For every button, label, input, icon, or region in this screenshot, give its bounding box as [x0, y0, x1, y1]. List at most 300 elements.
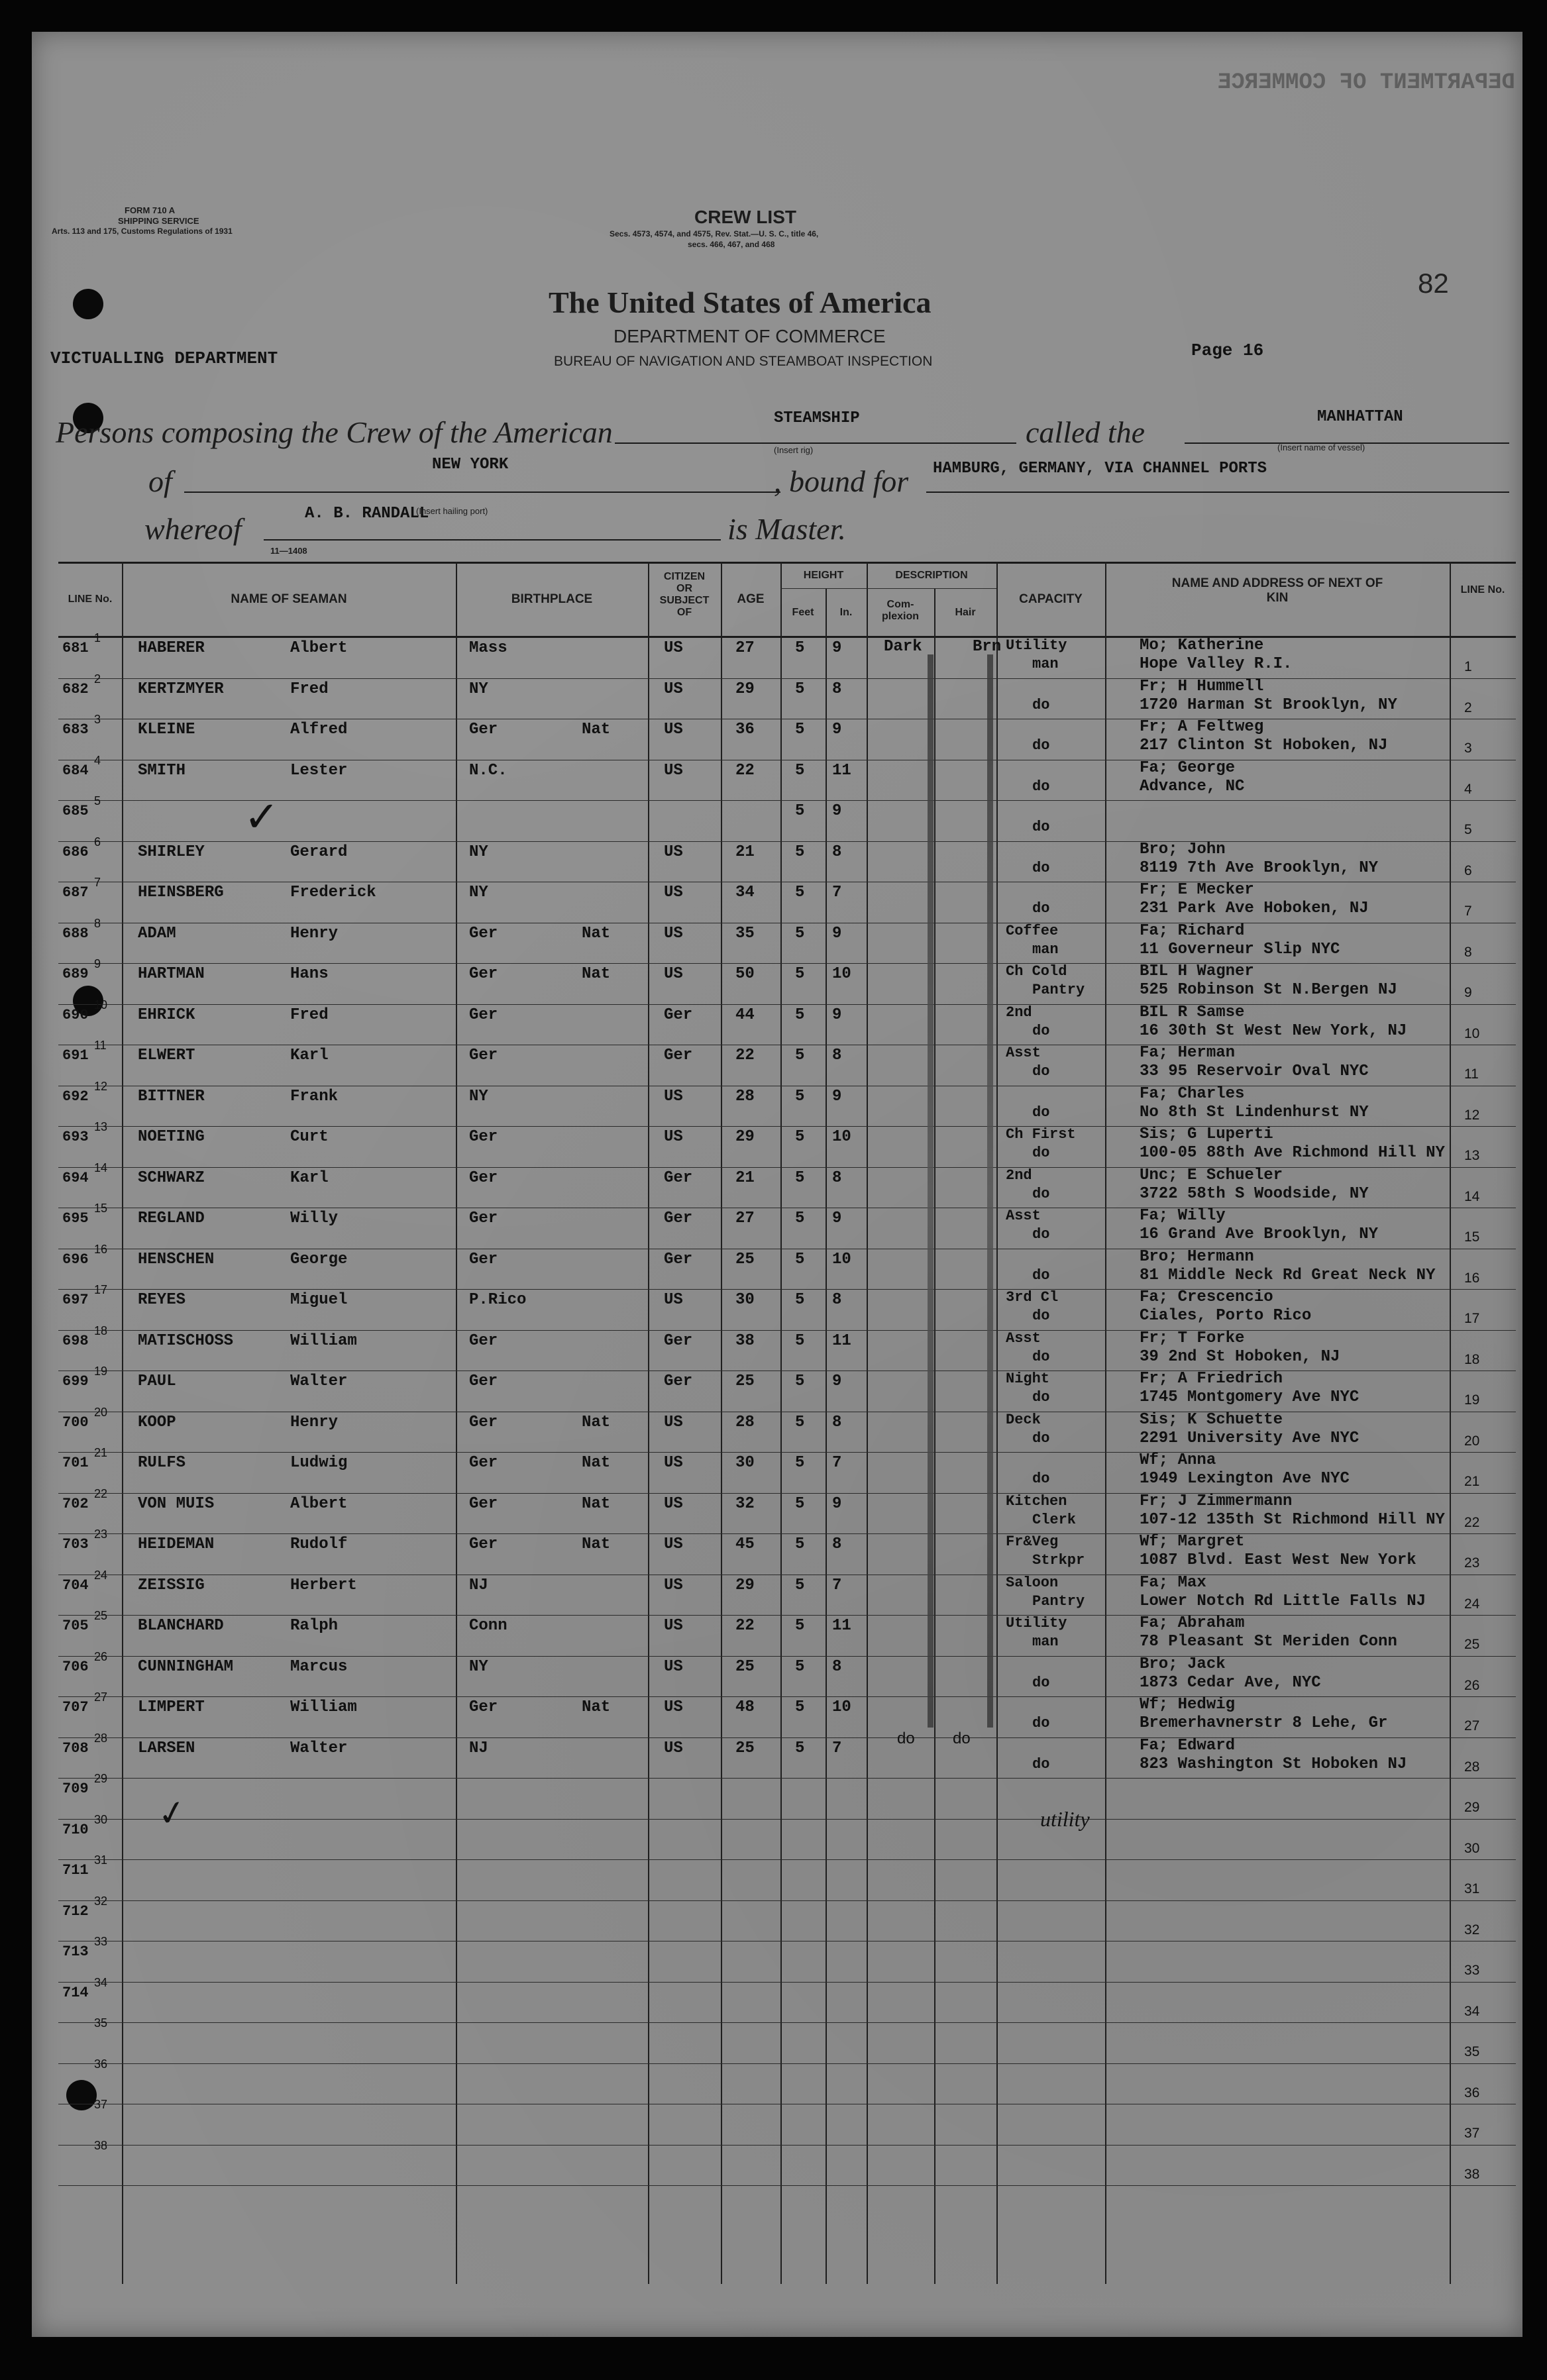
capacity-line-1: Night: [1006, 1371, 1050, 1387]
age: 38: [735, 1331, 755, 1350]
seaman-surname: ADAM: [138, 924, 176, 943]
capacity-line-2: do: [1032, 1755, 1050, 1773]
form-service: SHIPPING SERVICE: [118, 216, 199, 226]
seaman-surname: HARTMAN: [138, 965, 205, 983]
citizen-of: Ger: [664, 1210, 693, 1227]
seaman-given-name: Walter: [290, 1739, 348, 1757]
age: 25: [735, 1250, 755, 1268]
capacity-line-2: Pantry: [1032, 982, 1085, 998]
birthplace: Ger: [469, 1494, 498, 1513]
row-stamp-number: 709: [62, 1781, 89, 1797]
line-number-left: 3: [94, 713, 101, 726]
kin-name: Fa; Willy: [1140, 1207, 1226, 1225]
row-divider: [58, 1289, 1516, 1290]
capacity-line-2: do: [1032, 1145, 1050, 1161]
seaman-given-name: Rudolf: [290, 1535, 348, 1553]
header-feet: Feet: [792, 607, 814, 618]
citizen-of: US: [664, 721, 683, 739]
seaman-given-name: Lester: [290, 761, 348, 780]
height-inches: 9: [832, 639, 842, 657]
row-stamp-number: 683: [62, 721, 89, 738]
naturalized: Nat: [582, 1535, 611, 1553]
height-feet: 5: [795, 965, 805, 983]
citizen-of: US: [664, 639, 683, 657]
seaman-surname: REYES: [138, 1291, 186, 1309]
hair-first: Brn: [973, 638, 1002, 656]
height-inches: 8: [832, 680, 842, 698]
capacity-line-2: do: [1032, 737, 1050, 754]
kin-name: Fa; Max: [1140, 1573, 1206, 1592]
capacity-line-1: Fr&Veg: [1006, 1533, 1059, 1550]
line-number-right: 38: [1464, 2166, 1480, 2182]
birthplace: Ger: [469, 924, 498, 943]
row-stamp-number: 707: [62, 1699, 89, 1716]
line-number-right: 10: [1464, 1025, 1480, 1041]
line-number-left: 9: [94, 957, 101, 970]
seaman-surname: EHRICK: [138, 1006, 195, 1024]
header-citizen: CITIZEN OR SUBJECT OF: [659, 571, 710, 618]
row-stamp-number: 694: [62, 1169, 89, 1186]
age: 25: [735, 1372, 755, 1390]
capacity-line-2: do: [1032, 900, 1050, 917]
line-number-right: 36: [1464, 2085, 1480, 2100]
height-feet: 5: [795, 1494, 805, 1513]
citizen-of: US: [664, 843, 683, 861]
capacity-line-1: Asst: [1006, 1329, 1041, 1347]
line-number-right: 15: [1464, 1229, 1480, 1245]
kin-address: 1873 Cedar Ave, NYC: [1140, 1673, 1321, 1692]
page-label: Page 16: [1191, 340, 1264, 360]
col-sep: [934, 588, 935, 2284]
kin-name: Bro; John: [1140, 840, 1226, 858]
kin-address: 8119 7th Ave Brooklyn, NY: [1140, 858, 1379, 877]
seaman-surname: MATISCHOSS: [138, 1331, 234, 1350]
birthplace: Ger: [469, 1210, 498, 1227]
age: 32: [735, 1494, 755, 1513]
seaman-surname: KLEINE: [138, 721, 195, 739]
birthplace: NY: [469, 680, 488, 698]
seaman-given-name: Henry: [290, 924, 339, 943]
age: 22: [735, 761, 755, 780]
row-stamp-number: 697: [62, 1292, 89, 1308]
row-stamp-number: 711: [62, 1862, 89, 1879]
seaman-given-name: Frank: [290, 1087, 339, 1106]
kin-address: Ciales, Porto Rico: [1140, 1307, 1312, 1325]
line-number-right: 6: [1464, 862, 1472, 878]
seaman-surname: VON MUIS: [138, 1494, 215, 1513]
kin-address: 1720 Harman St Brooklyn, NY: [1140, 696, 1397, 714]
seaman-given-name: Alfred: [290, 721, 348, 739]
line-number-left: 2: [94, 672, 101, 686]
capacity-line-2: do: [1032, 1226, 1050, 1243]
citizen-of: US: [664, 1291, 683, 1309]
birthplace: Mass: [469, 639, 507, 657]
height-feet: 5: [795, 1454, 805, 1472]
capacity-line-1: Coffee: [1006, 922, 1059, 939]
line-number-left: 16: [94, 1242, 108, 1256]
citizen-of: US: [664, 680, 683, 698]
line-number-right: 23: [1464, 1555, 1480, 1571]
row-divider: [58, 1696, 1516, 1697]
header-line-no-right: LINE No.: [1460, 584, 1505, 595]
capacity-line-2: do: [1032, 1185, 1050, 1202]
age: 30: [735, 1454, 755, 1472]
age: 27: [735, 639, 755, 657]
seaman-surname: SCHWARZ: [138, 1168, 205, 1187]
line-number-right: 25: [1464, 1637, 1480, 1652]
height-inches: 10: [832, 1698, 851, 1716]
birthplace: Ger: [469, 1168, 498, 1187]
kin-address: 107-12 135th St Richmond Hill NY: [1140, 1510, 1445, 1529]
row-divider: [58, 1167, 1516, 1168]
capacity-line-1: Asst: [1006, 1045, 1041, 1061]
height-inches: 8: [832, 1413, 842, 1431]
kin-name: Fr; J Zimmermann: [1140, 1492, 1293, 1510]
capacity-line-2: do: [1032, 778, 1050, 795]
row-divider: [58, 1737, 1516, 1738]
naturalized: Nat: [582, 721, 611, 739]
crew-list-document: [32, 32, 1522, 2337]
col-sep: [721, 562, 722, 2284]
seaman-surname: SHIRLEY: [138, 843, 205, 861]
line-number-left: 35: [94, 2016, 108, 2030]
kin-name: Fr; A Friedrich: [1140, 1370, 1283, 1388]
kin-address: 2291 University Ave NYC: [1140, 1429, 1360, 1447]
height-inches: 10: [832, 965, 851, 983]
print-code: 11—1408: [270, 546, 307, 556]
height-feet: 5: [795, 1128, 805, 1146]
line-number-left: 11: [94, 1039, 107, 1052]
line-number-right: 20: [1464, 1433, 1480, 1449]
height-feet: 5: [795, 1657, 805, 1676]
line-number-left: 17: [94, 1283, 108, 1296]
seaman-surname: CUNNINGHAM: [138, 1657, 234, 1676]
seaman-given-name: Henry: [290, 1413, 339, 1431]
kin-address: 81 Middle Neck Rd Great Neck NY: [1140, 1266, 1436, 1284]
line-number-left: 23: [94, 1527, 108, 1541]
capacity-line-2: do: [1032, 819, 1050, 835]
kin-name: Bro; Hermann: [1140, 1247, 1254, 1266]
height-inches: 10: [832, 1128, 851, 1146]
age: 22: [735, 1617, 755, 1635]
line-number-right: 7: [1464, 904, 1472, 919]
seaman-surname: HABERER: [138, 639, 205, 657]
line-number-left: 25: [94, 1609, 108, 1622]
birthplace: NY: [469, 1087, 488, 1106]
row-divider: [58, 1819, 1516, 1820]
height-feet: 5: [795, 1006, 805, 1024]
seaman-surname: PAUL: [138, 1372, 176, 1390]
line-number-left: 24: [94, 1568, 108, 1582]
height-inches: 8: [832, 1535, 842, 1553]
row-stamp-number: 693: [62, 1129, 89, 1145]
row-stamp-number: 692: [62, 1088, 89, 1105]
col-sep: [1105, 562, 1106, 2284]
form-number: FORM 710 A: [125, 205, 176, 215]
birthplace: Ger: [469, 1454, 498, 1472]
row-divider: [58, 1533, 1516, 1534]
capacity-line-2: Clerk: [1032, 1511, 1077, 1528]
line-number-right: 1: [1464, 659, 1472, 674]
birthplace: NJ: [469, 1739, 488, 1757]
kin-name: Wf; Anna: [1140, 1451, 1216, 1469]
row-divider: [58, 963, 1516, 964]
row-divider: [58, 1656, 1516, 1657]
capacity-line-2: do: [1032, 1267, 1050, 1284]
row-divider: [58, 2063, 1516, 2064]
kin-address: 16 30th St West New York, NJ: [1140, 1021, 1407, 1040]
birthplace: NY: [469, 884, 488, 902]
header-age: AGE: [737, 592, 765, 606]
height-inches: 9: [832, 802, 842, 820]
form-articles: Arts. 113 and 175, Customs Regulations of 1931: [52, 227, 233, 236]
capacity-line-1: Asst: [1006, 1208, 1041, 1224]
header-name: NAME OF SEAMAN: [231, 592, 347, 606]
seaman-surname: ELWERT: [138, 1047, 195, 1064]
height-inches: 7: [832, 1576, 842, 1594]
height-feet: 5: [795, 924, 805, 943]
kin-name: Fa; Edward: [1140, 1736, 1236, 1755]
row-divider: [58, 1778, 1516, 1779]
seaman-given-name: Willy: [290, 1210, 339, 1227]
height-inches: 7: [832, 1454, 842, 1472]
seaman-surname: BLANCHARD: [138, 1617, 224, 1635]
line-number-right: 21: [1464, 1474, 1480, 1489]
department-label: VICTUALLING DEPARTMENT: [50, 348, 278, 368]
capacity-line-2: do: [1032, 1022, 1050, 1039]
birthplace: NY: [469, 843, 488, 861]
seaman-given-name: Frederick: [290, 884, 376, 902]
seaman-given-name: Fred: [290, 680, 329, 698]
row-stamp-number: 685: [62, 803, 89, 819]
line-number-right: 35: [1464, 2044, 1480, 2059]
height-inches: 9: [832, 1087, 842, 1106]
kin-address: 217 Clinton St Hoboken, NJ: [1140, 737, 1388, 754]
height-inches: 8: [832, 1168, 842, 1187]
age: 29: [735, 1128, 755, 1146]
line-number-right: 12: [1464, 1107, 1480, 1123]
master-text: is Master.: [727, 512, 846, 546]
header-bottom-border: [58, 636, 1516, 638]
height-inches: 10: [832, 1250, 851, 1268]
row-stamp-number: 704: [62, 1577, 89, 1594]
line-number-right: 26: [1464, 1677, 1480, 1693]
capacity-line-2: do: [1032, 1348, 1050, 1365]
department-heading: DEPARTMENT OF COMMERCE: [613, 326, 886, 346]
citizen-of: US: [664, 1413, 683, 1431]
capacity-line-1: 3rd Cl: [1006, 1289, 1059, 1306]
kin-name: Wf; Hedwig: [1140, 1696, 1236, 1714]
height-feet: 5: [795, 1047, 805, 1064]
header-kin: NAME AND ADDRESS OF NEXT OF KIN: [1171, 576, 1383, 605]
row-divider: [58, 1330, 1516, 1331]
capacity-line-2: man: [1032, 656, 1059, 672]
faded-stamp-top-right: DEPARTMENT OF COMMERCE: [1218, 70, 1515, 95]
line-number-left: 30: [94, 1812, 108, 1826]
row-divider: [58, 678, 1516, 679]
kin-name: Fa; Abraham: [1140, 1614, 1245, 1632]
line-number-left: 33: [94, 1935, 108, 1948]
line-number-right: 34: [1464, 2003, 1480, 2019]
kin-address: 39 2nd St Hoboken, NJ: [1140, 1347, 1340, 1366]
row-stamp-number: 684: [62, 762, 89, 779]
citizen-of: US: [664, 1657, 683, 1676]
capacity-line-1: Kitchen: [1006, 1492, 1067, 1510]
line-number-right: 19: [1464, 1392, 1480, 1408]
line-number-left: 20: [94, 1405, 108, 1419]
capacity-line-2: do: [1032, 1471, 1050, 1487]
title-sections-2: secs. 466, 467, and 468: [688, 240, 775, 249]
height-feet: 5: [795, 1168, 805, 1187]
line-number-left: 6: [94, 835, 101, 849]
birthplace: Ger: [469, 721, 498, 739]
kin-address: 1745 Montgomery Ave NYC: [1140, 1388, 1360, 1406]
seaman-given-name: William: [290, 1331, 357, 1350]
line-number-left: 5: [94, 794, 101, 807]
capacity-line-2: do: [1032, 1104, 1050, 1121]
citizen-of: US: [664, 761, 683, 780]
height-feet: 5: [795, 639, 805, 657]
destination: HAMBURG, GERMANY, VIA CHANNEL PORTS: [933, 460, 1267, 478]
row-stamp-number: 712: [62, 1902, 89, 1920]
line-number-left: 18: [94, 1323, 108, 1337]
height-feet: 5: [795, 1331, 805, 1350]
birthplace: Ger: [469, 1535, 498, 1553]
seaman-given-name: Albert: [290, 639, 348, 657]
row-divider: [58, 1982, 1516, 1983]
kin-name: Fr; A Feltweg: [1140, 718, 1264, 736]
master-name: A. B. RANDALL: [305, 505, 429, 523]
age: 25: [735, 1739, 755, 1757]
row-stamp-number: 691: [62, 1047, 89, 1064]
line-number-right: 31: [1464, 1881, 1480, 1896]
rig-underline: [615, 442, 1016, 444]
seaman-surname: BITTNER: [138, 1087, 205, 1106]
seaman-surname: ZEISSIG: [138, 1576, 205, 1594]
line-number-right: 29: [1464, 1800, 1480, 1815]
kin-name: BIL H Wagner: [1140, 962, 1254, 980]
height-inches: 8: [832, 1291, 842, 1309]
seaman-given-name: Miguel: [290, 1291, 348, 1309]
destination-underline: [926, 492, 1509, 493]
kin-name: Fr; H Hummell: [1140, 677, 1264, 696]
row-stamp-number: 700: [62, 1414, 89, 1431]
birthplace: N.C.: [469, 761, 507, 780]
height-feet: 5: [795, 1413, 805, 1431]
height-feet: 5: [795, 1739, 805, 1757]
row-divider: [58, 1493, 1516, 1494]
citizen-of: US: [664, 924, 683, 943]
line-number-right: 28: [1464, 1759, 1480, 1775]
row-divider: [58, 1900, 1516, 1901]
seaman-given-name: Curt: [290, 1128, 329, 1146]
citizen-of: US: [664, 884, 683, 902]
naturalized: Nat: [582, 1494, 611, 1513]
kin-name: Sis; G Luperti: [1140, 1125, 1273, 1143]
country-heading: The United States of America: [549, 285, 932, 319]
citizen-of: US: [664, 1617, 683, 1635]
line-number-left: 22: [94, 1486, 108, 1500]
capacity-line-2: do: [1032, 696, 1050, 713]
birthplace: Ger: [469, 1250, 498, 1268]
citizen-of: US: [664, 1087, 683, 1106]
seaman-given-name: Albert: [290, 1494, 348, 1513]
seaman-given-name: Ralph: [290, 1617, 339, 1635]
line-number-left: 28: [94, 1731, 108, 1745]
seaman-surname: SMITH: [138, 761, 186, 780]
line-number-left: 14: [94, 1161, 108, 1174]
capacity-line-2: do: [1032, 1674, 1050, 1691]
height-inches: 7: [832, 884, 842, 902]
birthplace: Ger: [469, 1698, 498, 1716]
height-inches: 8: [832, 1047, 842, 1064]
row-stamp-number: 710: [62, 1821, 89, 1838]
row-stamp-number: 713: [62, 1943, 89, 1960]
age: 22: [735, 1047, 755, 1064]
row-divider: [58, 1126, 1516, 1127]
birthplace: NJ: [469, 1576, 488, 1594]
kin-address: Advance, NC: [1140, 777, 1245, 796]
birthplace: Ger: [469, 1331, 498, 1350]
of-text: of: [148, 464, 172, 498]
row-divider: [58, 2022, 1516, 2023]
vessel-rig: STEAMSHIP: [774, 409, 860, 427]
kin-address: 823 Washington St Hoboken NJ: [1140, 1755, 1407, 1773]
seaman-given-name: Marcus: [290, 1657, 348, 1676]
kin-address: 11 Governeur Slip NYC: [1140, 940, 1340, 958]
kin-address: 1949 Lexington Ave NYC: [1140, 1470, 1350, 1488]
height-feet: 5: [795, 802, 805, 820]
line-number-right: 2: [1464, 699, 1472, 715]
citizen-of: US: [664, 1128, 683, 1146]
line-number-left: 8: [94, 916, 101, 930]
kin-name: Fa; George: [1140, 758, 1236, 777]
bound-text: , bound for: [774, 464, 909, 498]
age: 30: [735, 1291, 755, 1309]
subheader-line: [780, 588, 996, 589]
seaman-given-name: William: [290, 1698, 357, 1716]
naturalized: Nat: [582, 1454, 611, 1472]
height-feet: 5: [795, 843, 805, 861]
height-inches: 9: [832, 1210, 842, 1227]
line-number-right: 22: [1464, 1514, 1480, 1530]
seaman-surname: KOOP: [138, 1413, 176, 1431]
age: 27: [735, 1210, 755, 1227]
bureau-heading: BUREAU OF NAVIGATION AND STEAMBOAT INSPECTION: [554, 354, 933, 369]
seaman-surname: HEINSBERG: [138, 884, 224, 902]
height-inches: 9: [832, 1372, 842, 1390]
age: 29: [735, 680, 755, 698]
line-number-left: 21: [94, 1446, 108, 1459]
age: 34: [735, 884, 755, 902]
row-divider: [58, 1004, 1516, 1005]
header-height: HEIGHT: [803, 570, 844, 581]
document-title: CREW LIST: [694, 207, 796, 227]
complexion-ditto-streak: [928, 654, 934, 1728]
naturalized: Nat: [582, 924, 611, 943]
capacity-line-2: Pantry: [1032, 1592, 1085, 1610]
line-number-right: 24: [1464, 1596, 1480, 1612]
height-inches: 7: [832, 1739, 842, 1757]
row-stamp-number: 688: [62, 925, 89, 942]
seaman-given-name: Gerard: [290, 843, 348, 861]
kin-address: 3722 58th S Woodside, NY: [1140, 1184, 1369, 1203]
row-stamp-number: 689: [62, 966, 89, 982]
line-number-right: 37: [1464, 2126, 1480, 2141]
col-sep: [456, 562, 457, 2284]
birthplace: Ger: [469, 1372, 498, 1390]
citizen-of: US: [664, 1535, 683, 1553]
